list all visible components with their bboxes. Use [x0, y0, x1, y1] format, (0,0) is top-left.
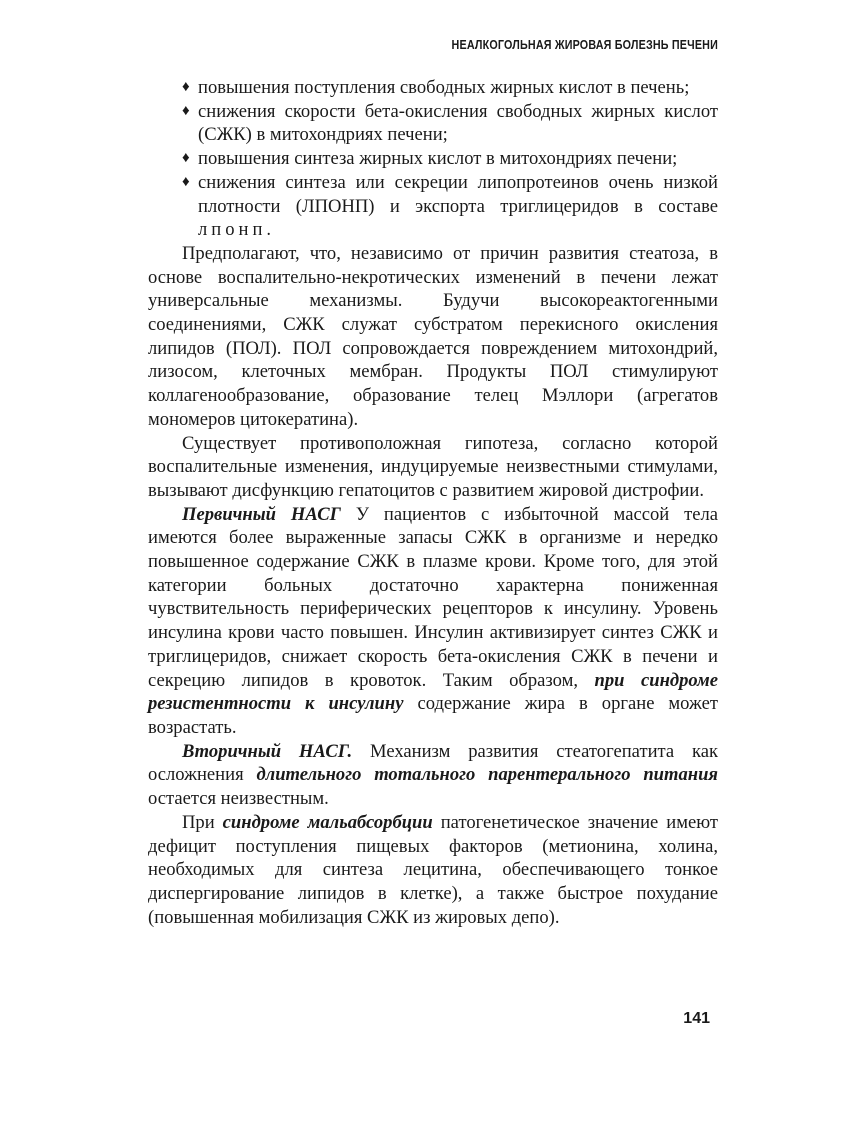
emphasis-malabsorption: синдроме мальабсорбции: [222, 811, 433, 833]
list-item-abbrev: лпонп.: [198, 219, 276, 241]
paragraph-primary-nash: [148, 503, 718, 740]
list-item-text-main: снижения синтеза или секреции липопротеинов очень низкой плотности (ЛПОНП) и экспорта триглицеридов в составе: [198, 171, 718, 217]
list-item-text: снижения скорости бета-окисления свободных жирных кислот (СЖК) в митохондриях печени;: [198, 100, 718, 146]
list-item: [148, 76, 718, 100]
paragraph-text: остается неизвестным.: [148, 788, 329, 810]
paragraph-text: У пациентов с избыточной массой тела имеются более выраженные запасы СЖК в организме и нередко повышенное содержание СЖК в плазме крови. Кроме того, для этой категории больных достаточно характерна пониженная чувствительность периферических рецепторов к инсулину. Уровень инсулина крови часто повышен. Инсулин активизирует синтез СЖК и триглицеридов, снижает скорость бета-окисления СЖК в печени и секрецию липидов в кровоток. Таким образом,: [148, 503, 719, 691]
diamond-bullet-icon: ♦: [182, 79, 190, 95]
diamond-bullet-icon: ♦: [182, 173, 190, 190]
diamond-bullet-icon: ♦: [182, 150, 190, 167]
paragraph-text: содержание жира в органе может возрастать.: [148, 693, 719, 738]
term-secondary-nash: Вторичный НАСГ.: [182, 740, 353, 762]
paragraph-secondary-nash: [148, 740, 718, 811]
running-header: НЕАЛКОГОЛЬНАЯ ЖИРОВАЯ БОЛЕЗНЬ ПЕЧЕНИ: [451, 38, 718, 52]
list-item-text: повышения синтеза жирных кислот в митохондриях печени;: [198, 148, 678, 170]
term-primary-nash: Первичный НАСГ: [182, 503, 341, 525]
paragraph-malabsorption: [148, 811, 718, 930]
list-item-text: [198, 172, 718, 240]
paragraph-text: Механизм развития стеатогепатита как осложнения: [148, 740, 718, 786]
paragraph-hypothesis: Предполагают, что, независимо от причин развития стеатоза, в основе воспалительно-некротических изменений в печени лежат универсальные механизмы. Будучи высокореактогенными соединениями, СЖК служат субстратом перекисного окисления липидов (ПОЛ). ПОЛ сопровождается повреждением митохондрий, лизосом, клеточных мембран. Продукты ПОЛ стимулируют коллагенообразование, образование телец Мэллори (агрегатов мономеров цитокератина).: [148, 242, 718, 430]
list-item: [148, 171, 718, 242]
paragraph-text: При: [182, 811, 223, 833]
page-number: 141: [683, 1010, 710, 1027]
bullet-list: [148, 76, 718, 242]
body-text: [148, 76, 718, 929]
paragraph-opposite-hypothesis: Существует противоположная гипотеза, согласно которой воспалительные изменения, индуцируемые неизвестными стимулами, вызывают дисфункцию гепатоцитов с развитием жировой дистрофии.: [148, 432, 718, 501]
list-item: [148, 100, 718, 147]
emphasis-parenteral-nutrition: длительного тотального парентерального питания: [256, 764, 718, 786]
diamond-bullet-icon: ♦: [182, 102, 190, 119]
list-item-text: повышения поступления свободных жирных кислот в печень;: [198, 77, 690, 98]
emphasis-insulin-resistance: при синдроме резистентности к инсулину: [148, 669, 718, 715]
list-item: [148, 147, 718, 171]
paragraph-text: патогенетическое значение имеют дефицит поступления пищевых факторов (метионина, холина, необходимых для синтеза лецитина, обеспечивающего тонкое диспергирование липидов в клетке), а также быстрое похудание (повышенная мобилизация СЖК из жировых депо).: [148, 811, 718, 928]
